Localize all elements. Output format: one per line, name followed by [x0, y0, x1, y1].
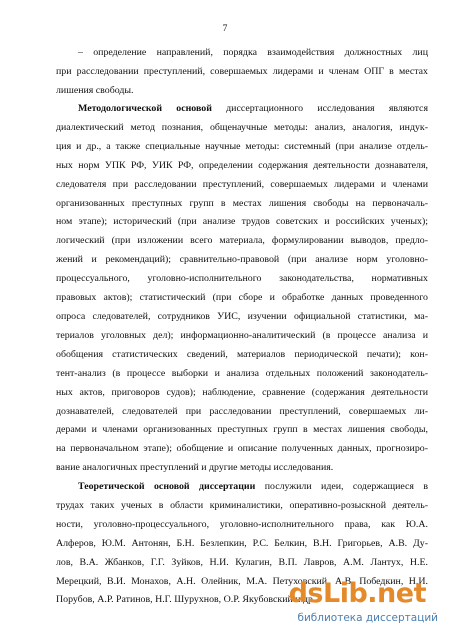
paragraph-methodology [56, 100, 428, 478]
text-line: процессуального, уголовно-исполнительного законодательства, нормативных [56, 273, 428, 285]
watermark [288, 578, 438, 628]
text-line: ном этапе); исторический (при анализе трудов советских и российских ученых); [56, 216, 428, 228]
text-line: Порубов, А.Р. Ратинов, Н.Г. Шурухнов, О.Р. Якубовский и др. [56, 594, 316, 606]
text-line [56, 478, 428, 497]
text-line: Мерецкий, В.И. Монахов, А.Н. Олейник, М.А. Петуховский, А.В. Победкин, Н.И. [56, 575, 428, 587]
text-fragment: послужили идеи, содержащиеся в [255, 481, 429, 492]
text-line: опроса следователей, сотрудников УИС, изучении официальной статистики, ма- [56, 310, 428, 322]
paragraph-tasks [56, 44, 428, 101]
text-line: териалов уголовных дел); информационно-аналитический (в процессе анализа и [56, 329, 428, 341]
text-line: при расследовании преступлений, совершаемых лидерами и членам ОПГ в местах [56, 65, 428, 77]
text-line: дознавателей, следователей при расследовании преступлений, совершаемых ли- [56, 405, 428, 417]
text-line: диалектический метод познания, общенаучные методы: анализ, аналогия, индук- [56, 121, 428, 133]
text-line: ных актов, приговоров судов); наблюдение, сравнение (содержания деятельности [56, 386, 428, 398]
text-line: ция и др., а также специальные научные методы: системный (при анализе отдель- [56, 140, 428, 152]
text-line: логический (при изложении всего материала, формулировании выводов, предло- [56, 235, 428, 247]
bold-lead: Теоретической основой диссертации [78, 481, 256, 492]
text-line: трудах таких ученых в области криминалистики, оперативно-розыскной деятель- [56, 499, 428, 511]
text-line: лишения свободы. [56, 84, 134, 96]
text-line: жений и рекомендаций); сравнительно-правовой (при анализе норм уголовно- [56, 254, 428, 266]
text-line: ности, уголовно-процессуального, уголовно-исполнительного права, как Ю.А. [56, 518, 428, 530]
text-line: лов, В.А. Жбанков, Г.Г. Зуйков, Н.И. Кулагин, В.П. Лавров, А.М. Лантух, Н.Е. [56, 556, 428, 568]
text-line [56, 100, 428, 119]
text-line: – определение направлений, порядка взаимодействия должностных лиц [78, 47, 428, 58]
text-line: вание аналогичных преступлений и другие методы исследования. [56, 462, 334, 474]
dslib-logo: dsLib.net [288, 578, 426, 609]
text-line: тент-анализ (в процессе выборки и анализа отдельных положений законодатель- [56, 367, 428, 379]
text-fragment: диссертационного исследования являются [211, 103, 428, 114]
text-line: Алферов, Ю.М. Антонян, Б.Н. Безлепкин, Р.С. Белкин, В.Н. Григорьев, А.В. Ду- [56, 537, 428, 549]
text-line: организованных преступных групп в местах лишения свободы на первоначаль- [56, 197, 428, 209]
text-line: обобщения статистических сведений, материалов периодической печати); кон- [56, 348, 428, 360]
bold-lead: Методологической основой [78, 103, 212, 114]
text-line: ных норм УПК РФ, УИК РФ, определении содержания деятельности дознавателя, [56, 159, 428, 171]
text-line: дерами и членами организованных преступных групп в местах лишения свободы, [56, 424, 428, 436]
text-line: правовых актов); статистический (при сборе и обработке данных проведенного [56, 292, 428, 304]
page-number: 7 [222, 24, 228, 34]
text-line: следователя при расследовании преступлений, совершаемых лидерами и членами [56, 178, 428, 190]
dslib-subtitle: библиотека диссертаций [297, 612, 438, 624]
text-line: на первоначальном этапе); обобщение и описание полученных данных, прогнозиро- [56, 443, 428, 455]
